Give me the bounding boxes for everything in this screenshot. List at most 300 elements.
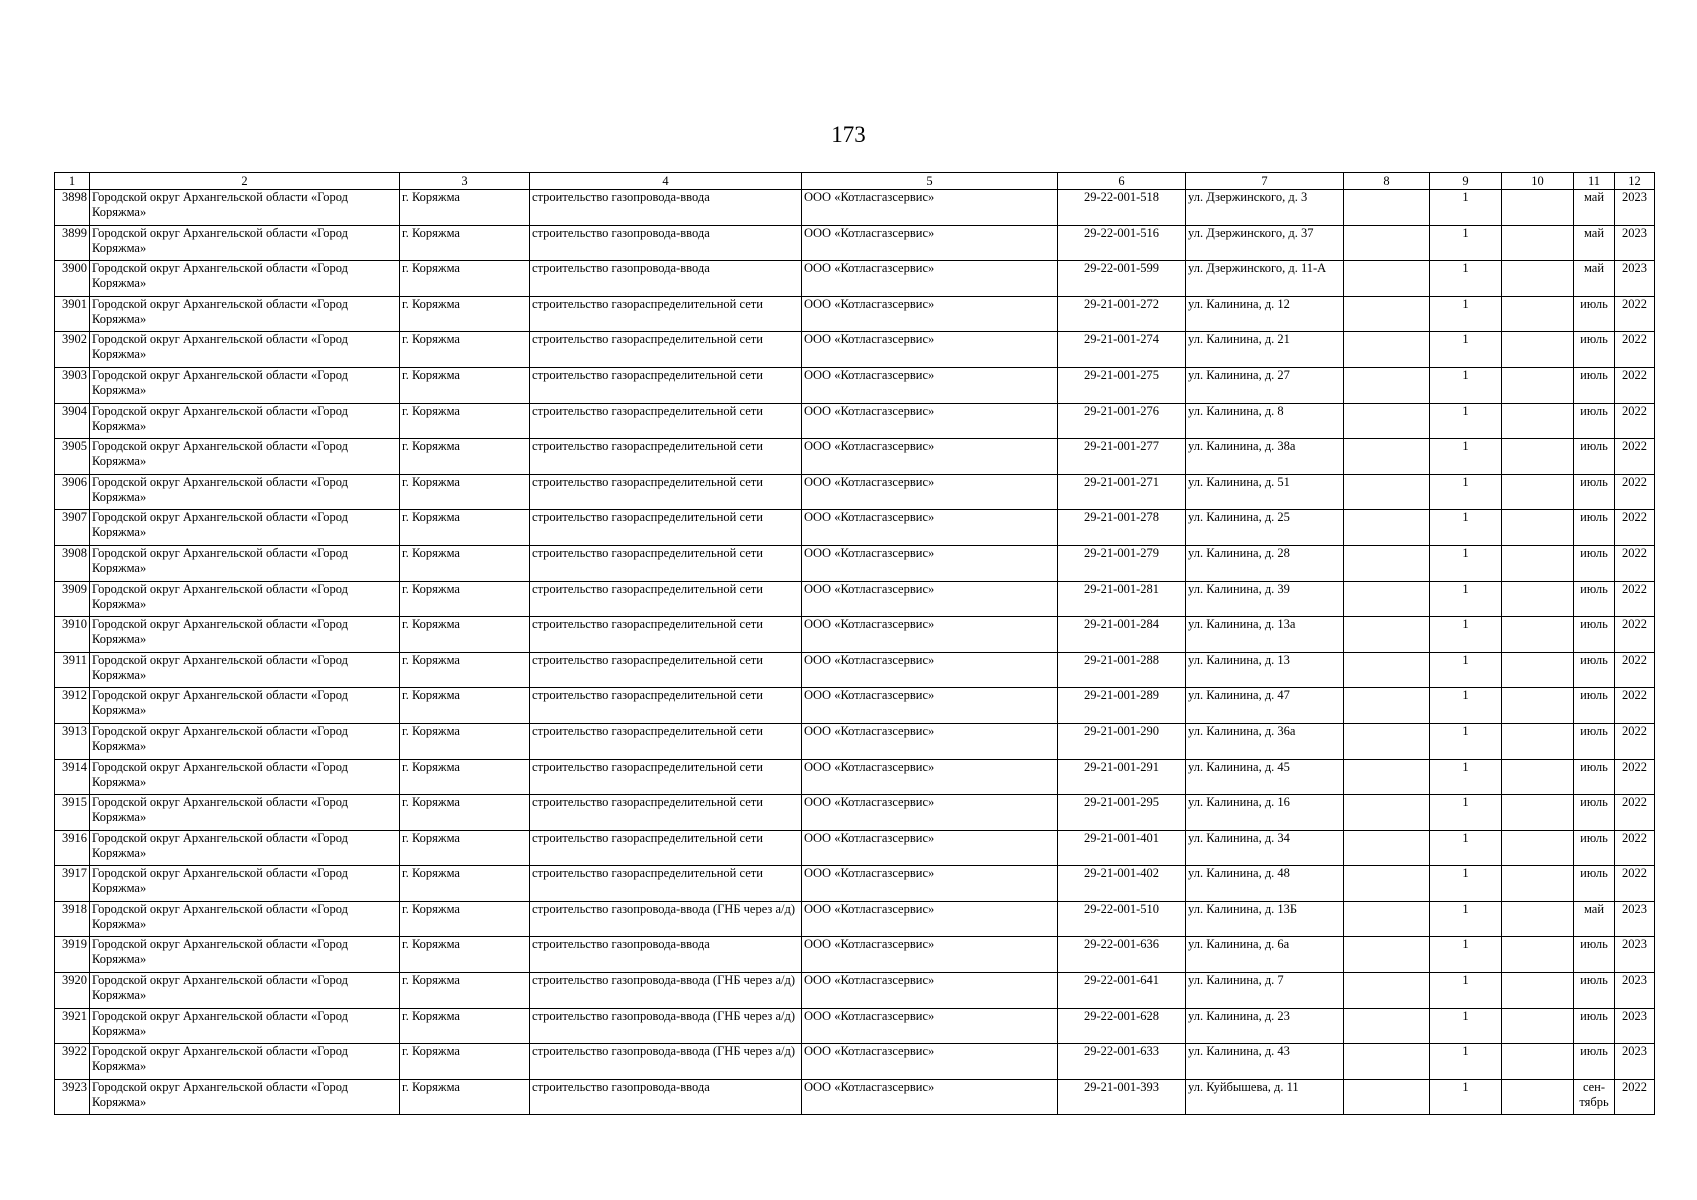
table-row — [55, 1079, 1655, 1115]
cell-municipality: Городской округ Архангельской области «Город Коряжма» — [90, 759, 400, 795]
cell-settlement: г. Коряжма — [400, 545, 530, 581]
cell-work-type: строительство газопровода-ввода — [530, 225, 802, 261]
cell-object-code: 29-21-001-277 — [1058, 439, 1186, 475]
cell-quantity: 1 — [1430, 688, 1502, 724]
cell-address: ул. Калинина, д. 36а — [1186, 723, 1344, 759]
cell-year: 2023 — [1615, 225, 1655, 261]
cell-col-8 — [1344, 759, 1430, 795]
cell-address: ул. Калинина, д. 43 — [1186, 1044, 1344, 1080]
cell-work-type: строительство газораспределительной сети — [530, 617, 802, 653]
cell-quantity: 1 — [1430, 1008, 1502, 1044]
cell-object-code: 29-21-001-275 — [1058, 367, 1186, 403]
cell-col-10 — [1502, 973, 1574, 1009]
table-row — [55, 723, 1655, 759]
cell-work-type: строительство газораспределительной сети — [530, 652, 802, 688]
registry-table — [54, 172, 1655, 1115]
cell-municipality: Городской округ Архангельской области «Город Коряжма» — [90, 581, 400, 617]
cell-object-code: 29-22-001-636 — [1058, 937, 1186, 973]
cell-address: ул. Калинина, д. 12 — [1186, 296, 1344, 332]
cell-settlement: г. Коряжма — [400, 795, 530, 831]
table-row — [55, 652, 1655, 688]
cell-object-code: 29-21-001-272 — [1058, 296, 1186, 332]
cell-row-number: 3902 — [55, 332, 90, 368]
cell-month: июль — [1574, 795, 1615, 831]
cell-col-8 — [1344, 510, 1430, 546]
cell-row-number: 3916 — [55, 830, 90, 866]
cell-quantity: 1 — [1430, 973, 1502, 1009]
cell-quantity: 1 — [1430, 617, 1502, 653]
cell-col-10 — [1502, 367, 1574, 403]
cell-address: ул. Калинина, д. 6а — [1186, 937, 1344, 973]
table-row — [55, 973, 1655, 1009]
cell-settlement: г. Коряжма — [400, 332, 530, 368]
cell-settlement: г. Коряжма — [400, 652, 530, 688]
table-body — [55, 190, 1655, 1115]
cell-settlement: г. Коряжма — [400, 190, 530, 226]
cell-quantity: 1 — [1430, 261, 1502, 297]
table-row — [55, 688, 1655, 724]
cell-address: ул. Калинина, д. 45 — [1186, 759, 1344, 795]
cell-settlement: г. Коряжма — [400, 225, 530, 261]
cell-organization: ООО «Котласгазсервис» — [802, 1008, 1058, 1044]
cell-year: 2022 — [1615, 688, 1655, 724]
cell-year: 2022 — [1615, 367, 1655, 403]
cell-organization: ООО «Котласгазсервис» — [802, 652, 1058, 688]
cell-col-10 — [1502, 545, 1574, 581]
cell-municipality: Городской округ Архангельской области «Город Коряжма» — [90, 474, 400, 510]
cell-object-code: 29-21-001-288 — [1058, 652, 1186, 688]
cell-address: ул. Калинина, д. 38а — [1186, 439, 1344, 475]
cell-quantity: 1 — [1430, 866, 1502, 902]
cell-address: ул. Калинина, д. 13Б — [1186, 901, 1344, 937]
cell-address: ул. Калинина, д. 25 — [1186, 510, 1344, 546]
cell-col-10 — [1502, 1008, 1574, 1044]
cell-settlement: г. Коряжма — [400, 723, 530, 759]
cell-organization: ООО «Котласгазсервис» — [802, 1079, 1058, 1115]
cell-col-10 — [1502, 1044, 1574, 1080]
cell-work-type: строительство газопровода-ввода (ГНБ через а/д) — [530, 1008, 802, 1044]
cell-object-code: 29-21-001-291 — [1058, 759, 1186, 795]
cell-work-type: строительство газораспределительной сети — [530, 474, 802, 510]
cell-object-code: 29-22-001-633 — [1058, 1044, 1186, 1080]
cell-col-8 — [1344, 332, 1430, 368]
cell-month: июль — [1574, 617, 1615, 653]
cell-quantity: 1 — [1430, 795, 1502, 831]
cell-year: 2022 — [1615, 1079, 1655, 1115]
cell-object-code: 29-21-001-393 — [1058, 1079, 1186, 1115]
cell-month: май — [1574, 225, 1615, 261]
cell-month: июль — [1574, 474, 1615, 510]
cell-work-type: строительство газораспределительной сети — [530, 296, 802, 332]
cell-work-type: строительство газопровода-ввода — [530, 937, 802, 973]
cell-month: июль — [1574, 830, 1615, 866]
cell-year: 2022 — [1615, 439, 1655, 475]
cell-quantity: 1 — [1430, 332, 1502, 368]
cell-col-8 — [1344, 403, 1430, 439]
cell-organization: ООО «Котласгазсервис» — [802, 190, 1058, 226]
table-row — [55, 261, 1655, 297]
cell-work-type: строительство газораспределительной сети — [530, 439, 802, 475]
cell-settlement: г. Коряжма — [400, 1044, 530, 1080]
cell-col-8 — [1344, 937, 1430, 973]
cell-work-type: строительство газопровода-ввода (ГНБ через а/д) — [530, 1044, 802, 1080]
cell-object-code: 29-22-001-510 — [1058, 901, 1186, 937]
table-row — [55, 296, 1655, 332]
cell-address: ул. Калинина, д. 48 — [1186, 866, 1344, 902]
cell-address: ул. Калинина, д. 47 — [1186, 688, 1344, 724]
cell-municipality: Городской округ Архангельской области «Город Коряжма» — [90, 937, 400, 973]
cell-municipality: Городской округ Архангельской области «Город Коряжма» — [90, 866, 400, 902]
cell-work-type: строительство газораспределительной сети — [530, 403, 802, 439]
cell-year: 2022 — [1615, 759, 1655, 795]
cell-row-number: 3914 — [55, 759, 90, 795]
cell-work-type: строительство газораспределительной сети — [530, 759, 802, 795]
cell-organization: ООО «Котласгазсервис» — [802, 474, 1058, 510]
cell-work-type: строительство газопровода-ввода (ГНБ через а/д) — [530, 901, 802, 937]
cell-month: июль — [1574, 1008, 1615, 1044]
table-row — [55, 581, 1655, 617]
column-header-5: 5 — [802, 173, 1058, 190]
cell-settlement: г. Коряжма — [400, 688, 530, 724]
cell-month: июль — [1574, 723, 1615, 759]
cell-col-8 — [1344, 190, 1430, 226]
cell-col-10 — [1502, 403, 1574, 439]
cell-row-number: 3920 — [55, 973, 90, 1009]
cell-col-10 — [1502, 296, 1574, 332]
cell-municipality: Городской округ Архангельской области «Город Коряжма» — [90, 795, 400, 831]
cell-organization: ООО «Котласгазсервис» — [802, 866, 1058, 902]
cell-col-10 — [1502, 652, 1574, 688]
cell-col-10 — [1502, 332, 1574, 368]
cell-quantity: 1 — [1430, 439, 1502, 475]
cell-month: май — [1574, 190, 1615, 226]
cell-organization: ООО «Котласгазсервис» — [802, 937, 1058, 973]
cell-organization: ООО «Котласгазсервис» — [802, 617, 1058, 653]
cell-col-10 — [1502, 901, 1574, 937]
cell-object-code: 29-22-001-641 — [1058, 973, 1186, 1009]
cell-row-number: 3898 — [55, 190, 90, 226]
cell-year: 2022 — [1615, 510, 1655, 546]
cell-year: 2023 — [1615, 190, 1655, 226]
cell-col-10 — [1502, 759, 1574, 795]
cell-col-10 — [1502, 1079, 1574, 1115]
table-row — [55, 332, 1655, 368]
cell-organization: ООО «Котласгазсервис» — [802, 510, 1058, 546]
cell-month: июль — [1574, 581, 1615, 617]
table-row — [55, 759, 1655, 795]
cell-quantity: 1 — [1430, 581, 1502, 617]
cell-month: июль — [1574, 332, 1615, 368]
cell-year: 2023 — [1615, 973, 1655, 1009]
cell-col-8 — [1344, 1044, 1430, 1080]
cell-municipality: Городской округ Архангельской области «Город Коряжма» — [90, 332, 400, 368]
cell-address: ул. Калинина, д. 21 — [1186, 332, 1344, 368]
cell-address: ул. Куйбышева, д. 11 — [1186, 1079, 1344, 1115]
cell-work-type: строительство газораспределительной сети — [530, 367, 802, 403]
cell-address: ул. Калинина, д. 28 — [1186, 545, 1344, 581]
cell-object-code: 29-21-001-276 — [1058, 403, 1186, 439]
cell-address: ул. Калинина, д. 7 — [1186, 973, 1344, 1009]
table-row — [55, 1008, 1655, 1044]
cell-year: 2022 — [1615, 403, 1655, 439]
cell-organization: ООО «Котласгазсервис» — [802, 795, 1058, 831]
cell-municipality: Городской округ Архангельской области «Город Коряжма» — [90, 439, 400, 475]
cell-settlement: г. Коряжма — [400, 1008, 530, 1044]
cell-col-8 — [1344, 652, 1430, 688]
column-header-10: 10 — [1502, 173, 1574, 190]
column-header-11: 11 — [1574, 173, 1615, 190]
cell-quantity: 1 — [1430, 510, 1502, 546]
table-row — [55, 510, 1655, 546]
cell-quantity: 1 — [1430, 901, 1502, 937]
cell-settlement: г. Коряжма — [400, 474, 530, 510]
cell-work-type: строительство газопровода-ввода (ГНБ через а/д) — [530, 973, 802, 1009]
cell-quantity: 1 — [1430, 1044, 1502, 1080]
cell-col-10 — [1502, 510, 1574, 546]
cell-year: 2022 — [1615, 296, 1655, 332]
column-header-7: 7 — [1186, 173, 1344, 190]
column-header-4: 4 — [530, 173, 802, 190]
cell-col-8 — [1344, 1079, 1430, 1115]
cell-row-number: 3922 — [55, 1044, 90, 1080]
cell-col-8 — [1344, 367, 1430, 403]
cell-col-10 — [1502, 830, 1574, 866]
cell-quantity: 1 — [1430, 225, 1502, 261]
cell-municipality: Городской округ Архангельской области «Город Коряжма» — [90, 190, 400, 226]
cell-year: 2022 — [1615, 581, 1655, 617]
cell-work-type: строительство газораспределительной сети — [530, 723, 802, 759]
column-header-2: 2 — [90, 173, 400, 190]
table-row — [55, 901, 1655, 937]
cell-month: сен-тябрь — [1574, 1079, 1615, 1115]
table-row — [55, 795, 1655, 831]
cell-col-10 — [1502, 261, 1574, 297]
cell-col-10 — [1502, 617, 1574, 653]
cell-municipality: Городской округ Архангельской области «Город Коряжма» — [90, 688, 400, 724]
cell-organization: ООО «Котласгазсервис» — [802, 581, 1058, 617]
cell-organization: ООО «Котласгазсервис» — [802, 759, 1058, 795]
cell-year: 2023 — [1615, 901, 1655, 937]
table-row — [55, 225, 1655, 261]
cell-month: июль — [1574, 1044, 1615, 1080]
cell-organization: ООО «Котласгазсервис» — [802, 723, 1058, 759]
cell-month: июль — [1574, 973, 1615, 1009]
cell-work-type: строительство газораспределительной сети — [530, 795, 802, 831]
cell-col-10 — [1502, 190, 1574, 226]
cell-row-number: 3905 — [55, 439, 90, 475]
cell-col-10 — [1502, 439, 1574, 475]
cell-work-type: строительство газораспределительной сети — [530, 688, 802, 724]
cell-settlement: г. Коряжма — [400, 367, 530, 403]
cell-address: ул. Калинина, д. 13а — [1186, 617, 1344, 653]
cell-col-10 — [1502, 866, 1574, 902]
cell-quantity: 1 — [1430, 1079, 1502, 1115]
cell-month: июль — [1574, 367, 1615, 403]
cell-organization: ООО «Котласгазсервис» — [802, 332, 1058, 368]
cell-row-number: 3908 — [55, 545, 90, 581]
cell-month: июль — [1574, 688, 1615, 724]
cell-row-number: 3906 — [55, 474, 90, 510]
cell-row-number: 3923 — [55, 1079, 90, 1115]
cell-settlement: г. Коряжма — [400, 1079, 530, 1115]
column-header-3: 3 — [400, 173, 530, 190]
cell-settlement: г. Коряжма — [400, 296, 530, 332]
cell-address: ул. Калинина, д. 34 — [1186, 830, 1344, 866]
column-header-6: 6 — [1058, 173, 1186, 190]
cell-municipality: Городской округ Архангельской области «Город Коряжма» — [90, 296, 400, 332]
cell-work-type: строительство газопровода-ввода — [530, 1079, 802, 1115]
cell-month: июль — [1574, 759, 1615, 795]
cell-object-code: 29-21-001-402 — [1058, 866, 1186, 902]
cell-row-number: 3910 — [55, 617, 90, 653]
cell-object-code: 29-21-001-295 — [1058, 795, 1186, 831]
cell-col-8 — [1344, 901, 1430, 937]
cell-month: май — [1574, 261, 1615, 297]
table-row — [55, 937, 1655, 973]
cell-col-8 — [1344, 617, 1430, 653]
cell-organization: ООО «Котласгазсервис» — [802, 901, 1058, 937]
cell-year: 2023 — [1615, 937, 1655, 973]
cell-object-code: 29-21-001-289 — [1058, 688, 1186, 724]
cell-row-number: 3917 — [55, 866, 90, 902]
cell-organization: ООО «Котласгазсервис» — [802, 1044, 1058, 1080]
cell-municipality: Городской округ Архангельской области «Город Коряжма» — [90, 1079, 400, 1115]
cell-municipality: Городской округ Архангельской области «Город Коряжма» — [90, 830, 400, 866]
cell-municipality: Городской округ Архангельской области «Город Коряжма» — [90, 973, 400, 1009]
cell-object-code: 29-22-001-599 — [1058, 261, 1186, 297]
cell-row-number: 3909 — [55, 581, 90, 617]
cell-month: июль — [1574, 439, 1615, 475]
cell-settlement: г. Коряжма — [400, 617, 530, 653]
cell-address: ул. Калинина, д. 16 — [1186, 795, 1344, 831]
cell-object-code: 29-22-001-628 — [1058, 1008, 1186, 1044]
table-row — [55, 367, 1655, 403]
cell-quantity: 1 — [1430, 937, 1502, 973]
cell-settlement: г. Коряжма — [400, 866, 530, 902]
cell-col-8 — [1344, 474, 1430, 510]
cell-quantity: 1 — [1430, 652, 1502, 688]
cell-col-8 — [1344, 1008, 1430, 1044]
cell-month: июль — [1574, 866, 1615, 902]
cell-settlement: г. Коряжма — [400, 973, 530, 1009]
column-header-1: 1 — [55, 173, 90, 190]
cell-work-type: строительство газораспределительной сети — [530, 830, 802, 866]
cell-address: ул. Калинина, д. 8 — [1186, 403, 1344, 439]
cell-col-10 — [1502, 723, 1574, 759]
cell-settlement: г. Коряжма — [400, 439, 530, 475]
cell-month: май — [1574, 901, 1615, 937]
header-row — [55, 173, 1655, 190]
cell-col-8 — [1344, 795, 1430, 831]
cell-object-code: 29-21-001-284 — [1058, 617, 1186, 653]
cell-municipality: Городской округ Архангельской области «Город Коряжма» — [90, 545, 400, 581]
cell-address: ул. Калинина, д. 27 — [1186, 367, 1344, 403]
cell-object-code: 29-21-001-279 — [1058, 545, 1186, 581]
cell-municipality: Городской округ Архангельской области «Город Коряжма» — [90, 225, 400, 261]
cell-col-8 — [1344, 439, 1430, 475]
cell-settlement: г. Коряжма — [400, 937, 530, 973]
cell-row-number: 3904 — [55, 403, 90, 439]
cell-address: ул. Калинина, д. 51 — [1186, 474, 1344, 510]
cell-col-8 — [1344, 688, 1430, 724]
cell-work-type: строительство газораспределительной сети — [530, 866, 802, 902]
cell-col-8 — [1344, 830, 1430, 866]
cell-col-10 — [1502, 688, 1574, 724]
cell-year: 2022 — [1615, 652, 1655, 688]
cell-municipality: Городской округ Архангельской области «Город Коряжма» — [90, 403, 400, 439]
cell-row-number: 3907 — [55, 510, 90, 546]
page-number: 173 — [831, 122, 866, 147]
cell-settlement: г. Коряжма — [400, 581, 530, 617]
cell-object-code: 29-21-001-281 — [1058, 581, 1186, 617]
cell-row-number: 3899 — [55, 225, 90, 261]
cell-row-number: 3903 — [55, 367, 90, 403]
cell-row-number: 3913 — [55, 723, 90, 759]
table-row — [55, 866, 1655, 902]
cell-row-number: 3901 — [55, 296, 90, 332]
cell-object-code: 29-21-001-271 — [1058, 474, 1186, 510]
cell-object-code: 29-21-001-274 — [1058, 332, 1186, 368]
cell-row-number: 3921 — [55, 1008, 90, 1044]
cell-object-code: 29-22-001-518 — [1058, 190, 1186, 226]
cell-col-8 — [1344, 225, 1430, 261]
cell-row-number: 3912 — [55, 688, 90, 724]
cell-col-10 — [1502, 225, 1574, 261]
cell-quantity: 1 — [1430, 367, 1502, 403]
cell-municipality: Городской округ Архангельской области «Город Коряжма» — [90, 367, 400, 403]
cell-work-type: строительство газопровода-ввода — [530, 190, 802, 226]
table-row — [55, 439, 1655, 475]
cell-col-10 — [1502, 937, 1574, 973]
cell-year: 2022 — [1615, 723, 1655, 759]
cell-object-code: 29-21-001-401 — [1058, 830, 1186, 866]
cell-address: ул. Дзержинского, д. 3 — [1186, 190, 1344, 226]
cell-row-number: 3900 — [55, 261, 90, 297]
cell-settlement: г. Коряжма — [400, 901, 530, 937]
cell-settlement: г. Коряжма — [400, 261, 530, 297]
table-row — [55, 403, 1655, 439]
cell-settlement: г. Коряжма — [400, 403, 530, 439]
cell-month: июль — [1574, 510, 1615, 546]
table-row — [55, 1044, 1655, 1080]
cell-month: июль — [1574, 545, 1615, 581]
cell-col-10 — [1502, 581, 1574, 617]
cell-year: 2022 — [1615, 617, 1655, 653]
cell-year: 2023 — [1615, 261, 1655, 297]
column-header-12: 12 — [1615, 173, 1655, 190]
cell-organization: ООО «Котласгазсервис» — [802, 545, 1058, 581]
cell-year: 2023 — [1615, 1044, 1655, 1080]
cell-col-8 — [1344, 581, 1430, 617]
cell-object-code: 29-22-001-516 — [1058, 225, 1186, 261]
cell-municipality: Городской округ Архангельской области «Город Коряжма» — [90, 510, 400, 546]
table-row — [55, 474, 1655, 510]
cell-organization: ООО «Котласгазсервис» — [802, 830, 1058, 866]
cell-col-8 — [1344, 261, 1430, 297]
cell-work-type: строительство газораспределительной сети — [530, 510, 802, 546]
cell-col-8 — [1344, 296, 1430, 332]
cell-address: ул. Дзержинского, д. 37 — [1186, 225, 1344, 261]
cell-quantity: 1 — [1430, 474, 1502, 510]
table-row — [55, 190, 1655, 226]
cell-work-type: строительство газораспределительной сети — [530, 581, 802, 617]
cell-organization: ООО «Котласгазсервис» — [802, 296, 1058, 332]
cell-organization: ООО «Котласгазсервис» — [802, 439, 1058, 475]
cell-col-10 — [1502, 474, 1574, 510]
cell-municipality: Городской округ Архангельской области «Город Коряжма» — [90, 901, 400, 937]
cell-organization: ООО «Котласгазсервис» — [802, 261, 1058, 297]
cell-month: июль — [1574, 652, 1615, 688]
